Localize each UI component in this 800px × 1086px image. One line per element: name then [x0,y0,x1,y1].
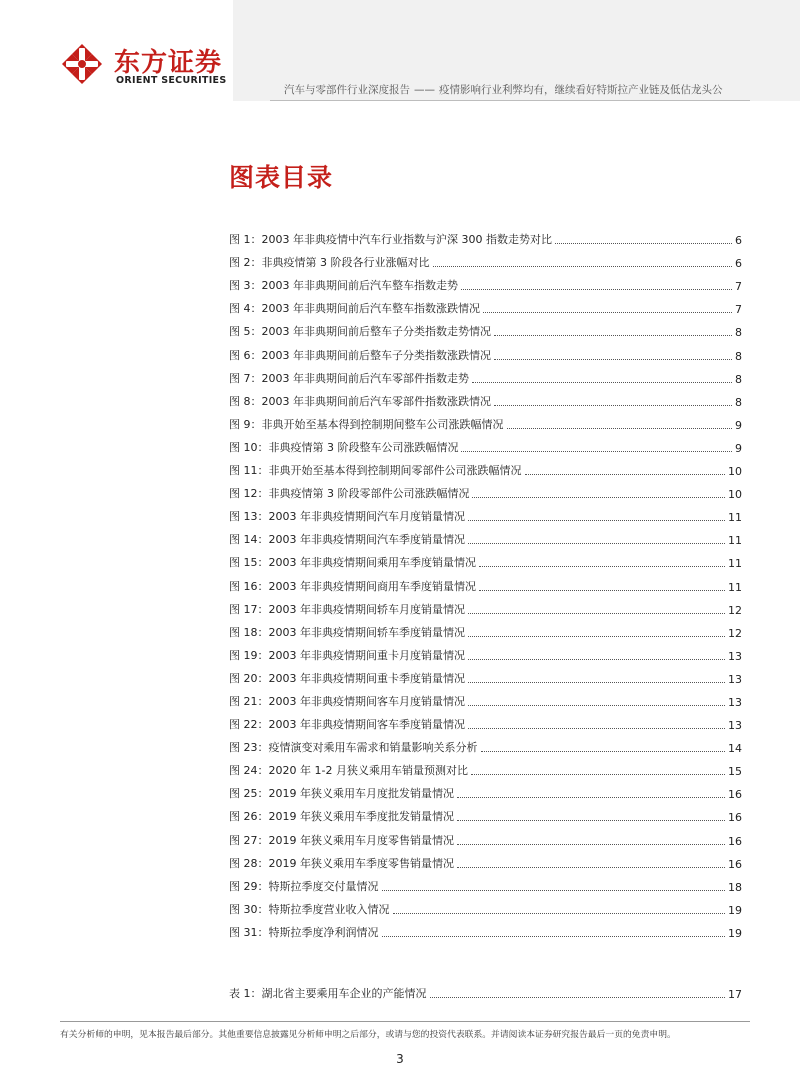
figure-list [229,224,742,940]
toc-entry-page: 9 [735,418,742,432]
toc-leader-dots [468,682,725,683]
toc-entry-title: 表 1：湖北省主要乘用车企业的产能情况 [229,987,427,1000]
toc-entry-title: 图 4：2003 年非典期间前后汽车整车指数涨跌情况 [229,302,480,316]
toc-leader-dots [471,774,725,775]
toc-entry-page: 13 [728,695,742,709]
toc-entry-title: 图 19：2003 年非典疫情期间重卡月度销量情况 [229,648,465,662]
toc-entry-page: 11 [728,580,742,594]
page-title: 图表目录 [229,163,334,192]
toc-entry-page: 13 [728,649,742,663]
toc-entry-title: 图 27：2019 年狭义乘用车月度零售销量情况 [229,833,454,847]
toc-entry-page: 11 [728,557,742,571]
header-separator: —— [414,84,435,96]
toc-entry-title: 图 10：非典疫情第 3 阶段整车公司涨跌幅情况 [229,440,459,454]
toc-leader-dots [555,243,732,244]
toc-figure-row[interactable] [229,848,742,871]
toc-entry-title: 图 13：2003 年非典疫情期间汽车月度销量情况 [229,510,465,524]
toc-leader-dots [481,751,726,752]
toc-entry-title: 图 2：非典疫情第 3 阶段各行业涨幅对比 [229,256,430,270]
toc-entry-title: 图 12：非典疫情第 3 阶段零部件公司涨跌幅情况 [229,487,470,501]
toc-figure-row[interactable] [229,524,742,547]
toc-leader-dots [468,728,725,729]
toc-entry-page: 8 [735,395,742,409]
orient-securities-logo-icon [60,42,104,86]
toc-leader-dots [468,613,725,614]
toc-leader-dots [483,312,732,313]
table-of-figures [229,224,742,1001]
toc-figure-row[interactable] [229,617,742,640]
toc-figure-row[interactable] [229,316,742,339]
report-subtitle: 疫情影响行业利弊均有，继续看好特斯拉产业链及低估龙头公 [439,84,723,96]
toc-entry-title: 图 17：2003 年非典疫情期间轿车月度销量情况 [229,602,465,616]
toc-entry-title: 图 28：2019 年狭义乘用车季度零售销量情况 [229,856,454,870]
toc-leader-dots [479,590,725,591]
toc-figure-row[interactable] [229,778,742,801]
toc-entry-title: 图 3：2003 年非典期间前后汽车整车指数走势 [229,279,458,293]
toc-table-row[interactable] [229,978,742,1001]
toc-figure-row[interactable] [229,247,742,270]
toc-entry-title: 图 21：2003 年非典疫情期间客车月度销量情况 [229,694,465,708]
toc-figure-row[interactable] [229,663,742,686]
toc-leader-dots [472,497,725,498]
toc-entry-page: 8 [735,372,742,386]
toc-figure-row[interactable] [229,709,742,732]
toc-figure-row[interactable] [229,686,742,709]
toc-leader-dots [494,335,732,336]
toc-entry-page: 13 [728,719,742,733]
toc-leader-dots [479,566,725,567]
toc-leader-dots [525,474,726,475]
toc-spacer [229,940,742,978]
toc-leader-dots [468,659,725,660]
toc-entry-title: 图 11：非典开始至基本得到控制期间零部件公司涨跌幅情况 [229,464,522,478]
toc-entry-title: 图 20：2003 年非典疫情期间重卡季度销量情况 [229,671,465,685]
toc-leader-dots [433,266,733,267]
toc-entry-page: 12 [728,626,742,640]
toc-entry-page: 7 [735,280,742,294]
toc-entry-page: 16 [728,834,742,848]
toc-leader-dots [494,359,732,360]
toc-entry-title: 图 16：2003 年非典疫情期间商用车季度销量情况 [229,579,476,593]
toc-leader-dots [382,890,726,891]
toc-entry-title: 图 31：特斯拉季度净利润情况 [229,925,379,939]
toc-entry-page: 9 [735,441,742,455]
toc-figure-row[interactable] [229,224,742,247]
toc-entry-page: 11 [728,511,742,525]
toc-entry-title: 图 18：2003 年非典疫情期间轿车季度销量情况 [229,625,465,639]
toc-leader-dots [461,451,732,452]
toc-entry-page: 17 [728,988,742,1001]
toc-figure-row[interactable] [229,755,742,778]
toc-entry-page: 10 [728,488,742,502]
toc-figure-row[interactable] [229,594,742,617]
toc-entry-title: 图 23：疫情演变对乘用车需求和销量影响关系分析 [229,741,478,755]
toc-entry-page: 13 [728,672,742,686]
toc-leader-dots [457,797,725,798]
toc-figure-row[interactable] [229,547,742,570]
table-list [229,978,742,1001]
toc-figure-row[interactable] [229,894,742,917]
toc-entry-page: 8 [735,349,742,363]
toc-entry-page: 16 [728,811,742,825]
toc-entry-title: 图 29：特斯拉季度交付量情况 [229,879,379,893]
toc-figure-row[interactable] [229,917,742,940]
toc-entry-title: 图 25：2019 年狭义乘用车月度批发销量情况 [229,787,454,801]
page-number: 3 [396,1052,404,1066]
toc-entry-page: 19 [728,903,742,917]
toc-leader-dots [472,382,732,383]
toc-entry-title: 图 9：非典开始至基本得到控制期间整车公司涨跌幅情况 [229,417,504,431]
toc-figure-row[interactable] [229,732,742,755]
toc-entry-page: 10 [728,465,742,479]
toc-entry-page: 6 [735,257,742,271]
toc-leader-dots [393,913,726,914]
toc-figure-row[interactable] [229,339,742,362]
footer-disclaimer: 有关分析师的申明，见本报告最后部分。其他重要信息披露见分析师申明之后部分，或请与您的投资代表联系。并请阅读本证券研究报告最后一页的免责申明。 [60,1030,676,1040]
toc-entry-title: 图 30：特斯拉季度营业收入情况 [229,902,390,916]
toc-figure-row[interactable] [229,801,742,824]
footer-divider [60,1021,750,1022]
toc-figure-row[interactable] [229,270,742,293]
toc-entry-title: 图 24：2020 年 1-2 月狭义乘用车销量预测对比 [229,764,468,778]
toc-figure-row[interactable] [229,386,742,409]
report-header [284,82,723,97]
toc-entry-page: 8 [735,326,742,340]
toc-entry-page: 7 [735,303,742,317]
toc-entry-page: 15 [728,765,742,779]
toc-entry-page: 14 [728,742,742,756]
toc-entry-page: 12 [728,603,742,617]
toc-figure-row[interactable] [229,432,742,455]
toc-figure-row[interactable] [229,501,742,524]
toc-leader-dots [468,705,725,706]
toc-figure-row[interactable] [229,478,742,501]
toc-leader-dots [468,520,725,521]
toc-leader-dots [457,820,725,821]
toc-leader-dots [461,289,732,290]
toc-figure-row[interactable] [229,363,742,386]
toc-entry-page: 11 [728,534,742,548]
toc-leader-dots [457,844,725,845]
toc-leader-dots [382,936,726,937]
toc-entry-title: 图 8：2003 年非典期间前后汽车零部件指数涨跌情况 [229,394,491,408]
toc-figure-row[interactable] [229,871,742,894]
toc-entry-title: 图 14：2003 年非典疫情期间汽车季度销量情况 [229,533,465,547]
header-divider [270,100,750,101]
toc-entry-title: 图 26：2019 年狭义乘用车季度批发销量情况 [229,810,454,824]
toc-entry-title: 图 6：2003 年非典期间前后整车子分类指数涨跌情况 [229,348,491,362]
brand-name-cn: 东方证券 [114,48,223,78]
toc-entry-page: 16 [728,788,742,802]
toc-leader-dots [468,543,725,544]
toc-entry-title: 图 5：2003 年非典期间前后整车子分类指数走势情况 [229,325,491,339]
company-logo [60,40,240,90]
toc-entry-page: 6 [735,234,742,248]
toc-entry-title: 图 1：2003 年非典疫情中汽车行业指数与沪深 300 指数走势对比 [229,233,552,247]
toc-figure-row[interactable] [229,824,742,847]
toc-figure-row[interactable] [229,455,742,478]
report-type: 汽车与零部件行业深度报告 [284,84,410,96]
toc-leader-dots [468,636,725,637]
toc-leader-dots [494,405,732,406]
brand-name-en: ORIENT SECURITIES [116,75,227,86]
toc-leader-dots [507,428,733,429]
toc-figure-row[interactable] [229,640,742,663]
toc-figure-row[interactable] [229,293,742,316]
toc-leader-dots [430,997,726,998]
toc-entry-page: 19 [728,926,742,940]
toc-leader-dots [457,867,725,868]
toc-entry-title: 图 22：2003 年非典疫情期间客车季度销量情况 [229,718,465,732]
toc-figure-row[interactable] [229,409,742,432]
toc-entry-title: 图 7：2003 年非典期间前后汽车零部件指数走势 [229,371,469,385]
toc-entry-page: 16 [728,857,742,871]
toc-figure-row[interactable] [229,570,742,593]
toc-entry-page: 18 [728,880,742,894]
toc-entry-title: 图 15：2003 年非典疫情期间乘用车季度销量情况 [229,556,476,570]
